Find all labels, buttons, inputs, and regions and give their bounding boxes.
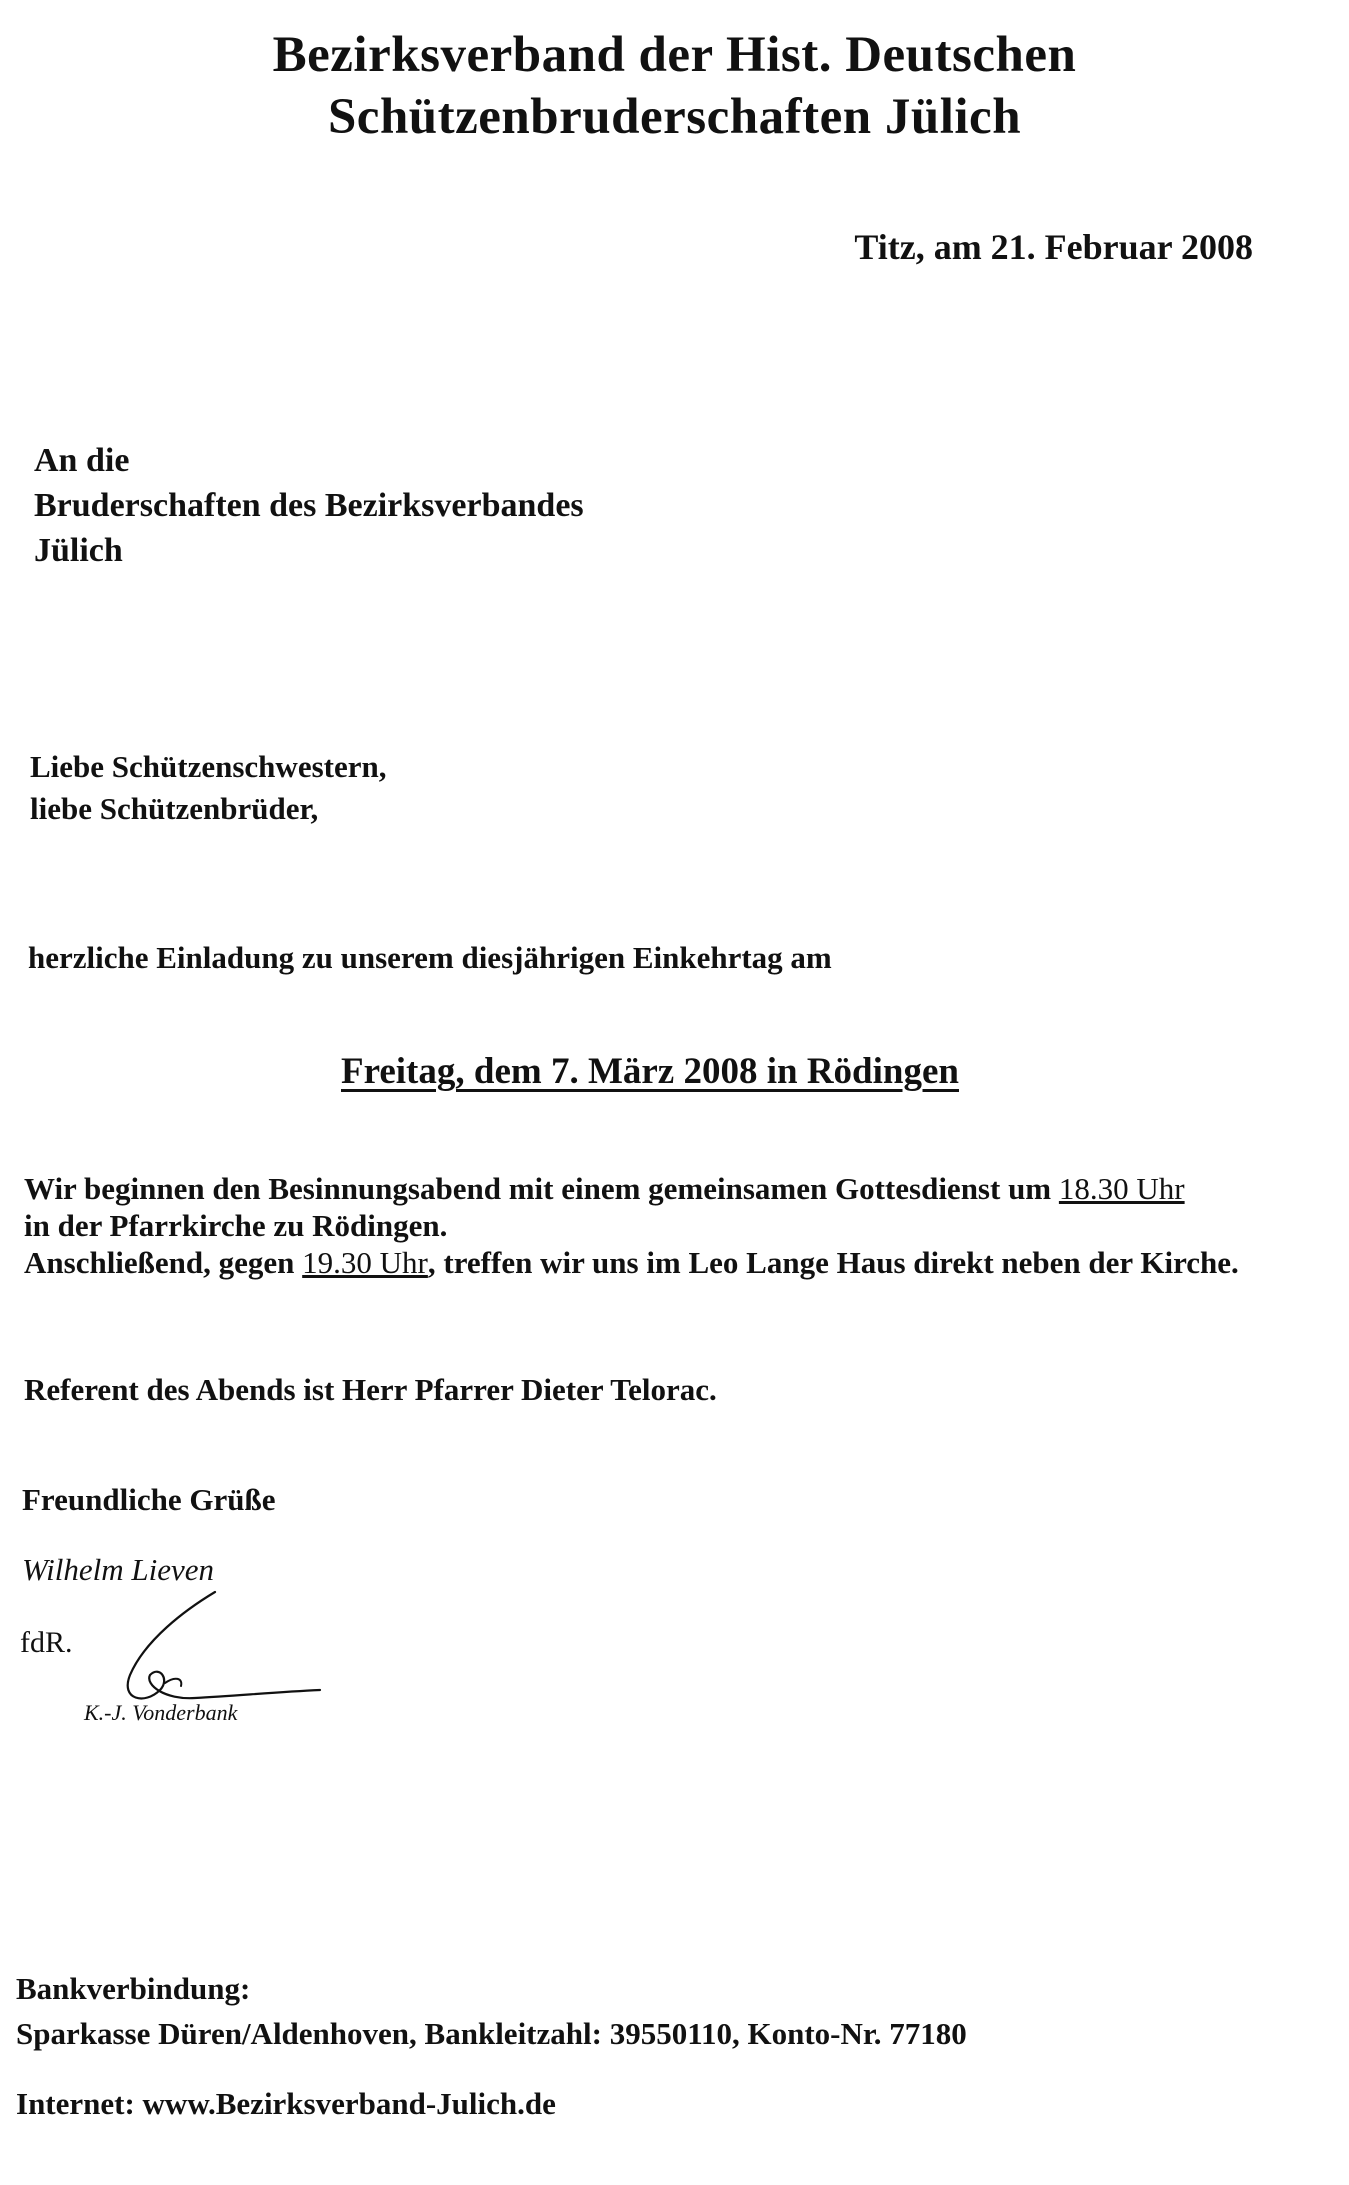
body-p2-before: Anschließend, gegen bbox=[24, 1245, 303, 1280]
fdr-note: fdR. bbox=[20, 1626, 73, 1659]
intro-text: herzliche Einladung zu unserem diesjährigen Einkehrtag am bbox=[28, 940, 832, 975]
signatory-name: Wilhelm Lieven bbox=[22, 1552, 214, 1587]
bank-details bbox=[16, 1966, 967, 2056]
bank-label: Bankverbindung: bbox=[16, 1971, 251, 2006]
letter-date: Titz, am 21. Februar 2008 bbox=[854, 227, 1253, 267]
letterhead-line-2: Schützenbruderschaften Jülich bbox=[327, 89, 1022, 145]
event-date-location: Freitag, dem 7. März 2008 in Rödingen bbox=[341, 1051, 959, 1092]
recipient-line-1: An die bbox=[34, 442, 130, 479]
closing-text: Freundliche Grüße bbox=[22, 1482, 276, 1517]
salutation-line-1: Liebe Schützenschwestern, bbox=[30, 749, 387, 784]
referent-text: Referent des Abends ist Herr Pfarrer Dieter Telorac. bbox=[24, 1372, 717, 1407]
signer-name: K.-J. Vonderbank bbox=[84, 1700, 238, 1725]
event-heading bbox=[0, 1050, 1300, 1093]
letterhead bbox=[0, 24, 1349, 148]
salutation bbox=[30, 746, 386, 830]
handwritten-signature bbox=[105, 1580, 325, 1710]
body-p1-before: Wir beginnen den Besinnungsabend mit einem gemeinsamen Gottesdienst um bbox=[24, 1171, 1059, 1206]
internet-address: Internet: www.Bezirksverband-Julich.de bbox=[16, 2086, 556, 2121]
body-p1-time: 18.30 Uhr bbox=[1058, 1171, 1185, 1206]
bank-info: Sparkasse Düren/Aldenhoven, Bankleitzahl: 39550110, Konto-Nr. 77180 bbox=[16, 2016, 967, 2051]
recipient-block bbox=[34, 438, 584, 573]
body-p2-after: , treffen wir uns im Leo Lange Haus direkt neben der Kirche. bbox=[427, 1245, 1239, 1280]
letterhead-line-1: Bezirksverband der Hist. Deutschen bbox=[272, 27, 1077, 83]
body-p1-after: in der Pfarrkirche zu Rödingen. bbox=[24, 1208, 448, 1243]
body-paragraph bbox=[24, 1170, 1264, 1281]
body-p2-time: 19.30 Uhr bbox=[302, 1245, 428, 1280]
recipient-line-3: Jülich bbox=[34, 532, 123, 569]
recipient-line-2: Bruderschaften des Bezirksverbandes bbox=[34, 487, 584, 524]
salutation-line-2: liebe Schützenbrüder, bbox=[30, 791, 319, 826]
